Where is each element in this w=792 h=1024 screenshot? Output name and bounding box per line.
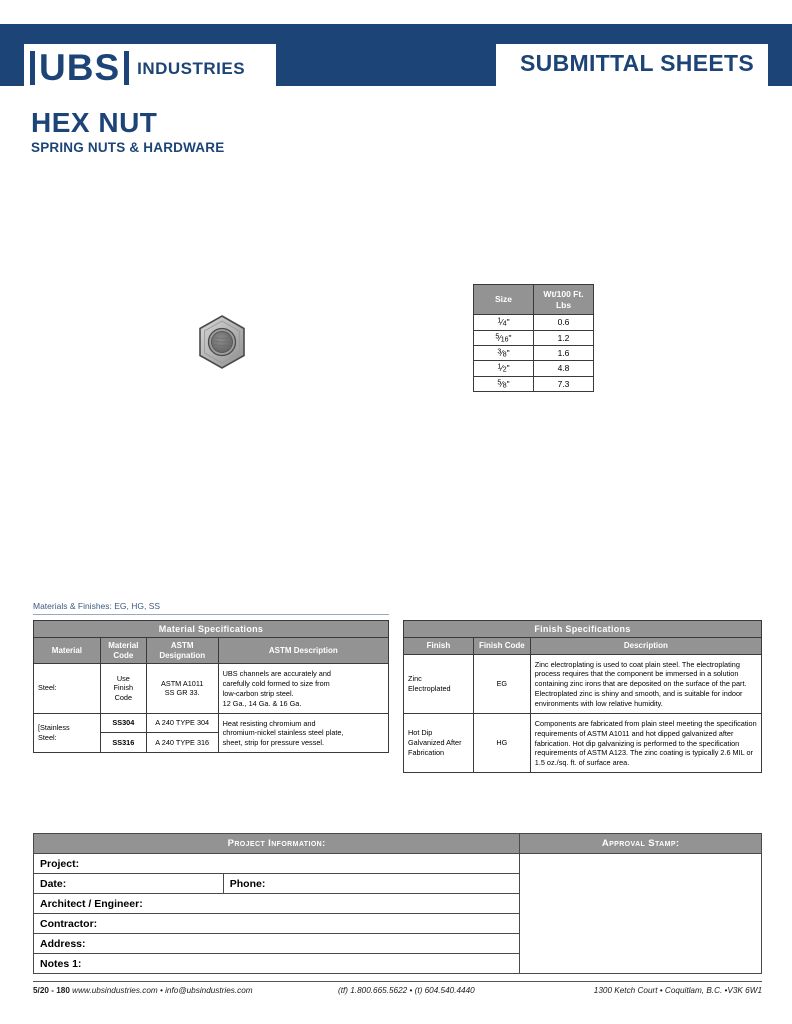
finish-code-cell-hg: HG (473, 713, 530, 772)
hg-line2: Galvanized After (408, 738, 462, 747)
footer (33, 986, 762, 1002)
size-table-header-row (474, 285, 594, 315)
finish-cell-zinc (404, 654, 474, 713)
document-type-title: SUBMITTAL SHEETS (520, 50, 754, 76)
ss-desc-line1: Heat resisting chromium and (222, 718, 316, 728)
finish-spec-col-description: Description (530, 638, 761, 655)
weight-cell: 0.6 (534, 315, 594, 330)
material-spec-title: Material Specifications (34, 621, 389, 638)
table-row (474, 345, 594, 360)
notes-field[interactable]: Notes 1: (34, 954, 520, 974)
logo-right-bar-icon (124, 51, 129, 85)
weight-cell: 7.3 (534, 376, 594, 391)
code-line1: Use (116, 673, 130, 683)
footer-web[interactable]: www.ubsindustries.com • info@ubsindustries.com (72, 986, 253, 995)
logo-sub-text: INDUSTRIES (137, 59, 246, 78)
footer-phones: (tf) 1.800.665.5622 • (t) 604.540.4440 (338, 986, 475, 995)
stainless-line1: [Stainless (38, 722, 70, 732)
project-information-table (33, 833, 762, 974)
material-cell-stainless (34, 713, 101, 753)
table-row (474, 361, 594, 376)
desig-line1: ASTM A1011 (160, 678, 204, 688)
weight-header-line2: Lbs (555, 299, 572, 310)
code-line3: Code (114, 693, 133, 703)
ubs-logo (30, 48, 245, 88)
project-info-header-row (34, 834, 762, 854)
material-spec-title-row (34, 621, 389, 638)
table-row (404, 654, 762, 713)
table-row (34, 664, 389, 713)
table-row (474, 315, 594, 330)
page-title: HEX NUT (31, 107, 158, 138)
weight-cell: 4.8 (534, 361, 594, 376)
desig-line2: SS GR 33. (164, 688, 200, 698)
size-cell: $^5⁄_{16}$" (474, 330, 534, 345)
material-designation-cell-steel (146, 664, 218, 713)
material-spec-header-row (34, 638, 389, 664)
table-row (474, 376, 594, 391)
finish-spec-col-code: Finish Code (473, 638, 530, 655)
date-field[interactable]: Date: (34, 874, 224, 894)
material-designation-cell-ss304: A 240 TYPE 304 (146, 713, 218, 733)
finish-spec-title: Finish Specifications (404, 621, 762, 638)
code-head-l1: Material (108, 641, 139, 650)
finish-specifications-table (403, 620, 762, 773)
weight-header-line1: Wt/100 Ft. (543, 289, 584, 299)
finish-cell-hotdip (404, 713, 474, 772)
size-table-col-size: Size (474, 285, 534, 315)
finish-code-cell-eg: EG (473, 654, 530, 713)
desc-line4: 12 Ga., 14 Ga. & 16 Ga. (222, 698, 302, 708)
hg-line3: Fabrication (408, 747, 445, 757)
table-row (34, 713, 389, 733)
zinc-line1: Zinc (408, 673, 422, 683)
code-line2: Finish (113, 683, 134, 693)
hg-line1: Hot Dip (408, 728, 433, 738)
desig-head-l2: Designation (159, 650, 206, 660)
code-head-l2: Code (113, 650, 134, 660)
material-spec-col-description: ASTM Description (218, 638, 388, 664)
project-field[interactable]: Project: (34, 854, 520, 874)
ss-desc-line2: chromium-nickel stainless steel plate, (222, 728, 344, 738)
material-description-cell-steel (218, 664, 388, 713)
table-row (474, 330, 594, 345)
contractor-field[interactable]: Contractor: (34, 914, 520, 934)
desig-head-l1: ASTM (170, 641, 194, 650)
footer-doc-code: 5/20 - 180 (33, 986, 70, 995)
page-subtitle: SPRING NUTS & HARDWARE (31, 140, 225, 155)
material-designation-cell-ss316: A 240 TYPE 316 (146, 733, 218, 753)
size-weight-table (473, 284, 594, 392)
logo-main-text: UBS (39, 47, 121, 88)
architect-engineer-field[interactable]: Architect / Engineer: (34, 894, 520, 914)
approval-stamp-box[interactable] (520, 854, 762, 974)
desc-line1: UBS channels are accurately and (222, 669, 331, 679)
material-spec-col-code (100, 638, 146, 664)
size-cell: $^3⁄_8$" (474, 345, 534, 360)
stainless-line2: Steel: (38, 732, 57, 742)
material-code-cell-ss316: SS316 (100, 733, 146, 753)
footer-address: 1300 Ketch Court • Coquitlam, B.C. •V3K 6W1 (593, 986, 762, 995)
desc-line2: carefully cold formed to size from (222, 679, 330, 689)
size-cell: $^1⁄_2$" (474, 361, 534, 376)
material-specifications-table (33, 620, 389, 753)
desc-line3: low-carbon strip steel. (222, 688, 294, 698)
material-spec-col-material: Material (34, 638, 101, 664)
approval-stamp-title: Approval Stamp: (520, 834, 762, 854)
finish-description-cell-hg: Components are fabricated from plain steel meeting the specification requirements of ASTM A1011 and hot dipped galvanized after fabrication. Hot dip galvanizing is performed to the specification requirements of ASTM A123. The zinc coating is typically 2.6 MIL or 1.5 oz./sq. ft. of surface area. (530, 713, 761, 772)
size-cell: $^5⁄_8$" (474, 376, 534, 391)
finish-spec-title-row (404, 621, 762, 638)
footer-left (33, 986, 253, 995)
hex-nut-image (190, 310, 254, 374)
footer-divider (33, 981, 762, 982)
material-code-cell-ss304: SS304 (100, 713, 146, 733)
size-table-col-weight (534, 285, 594, 315)
finish-spec-header-row (404, 638, 762, 655)
weight-cell: 1.6 (534, 345, 594, 360)
size-cell: $^1⁄_4$" (474, 315, 534, 330)
table-row (404, 713, 762, 772)
materials-finishes-note: Materials & Finishes: EG, HG, SS (33, 601, 389, 615)
finish-spec-col-finish: Finish (404, 638, 474, 655)
material-spec-col-designation (146, 638, 218, 664)
phone-field[interactable]: Phone: (223, 874, 520, 894)
address-field[interactable]: Address: (34, 934, 520, 954)
material-description-cell-stainless (218, 713, 388, 753)
zinc-line2: Electroplated (408, 683, 451, 693)
weight-cell: 1.2 (534, 330, 594, 345)
finish-description-cell-eg: Zinc electroplating is used to coat plain steel. The electroplating process requires that the component be immersed in a solution containing zinc irons that are deposited on the surface of the part. Electroplated zinc is shiny and smooth, and is suitable for indoor environments with low relative humidity. (530, 654, 761, 713)
material-code-cell-steel (100, 664, 146, 713)
material-cell-steel: Steel: (34, 664, 101, 713)
table-row (34, 854, 762, 874)
project-information-title: Project Information: (34, 834, 520, 854)
ss-desc-line3: sheet, strip for pressure vessel. (222, 738, 325, 748)
